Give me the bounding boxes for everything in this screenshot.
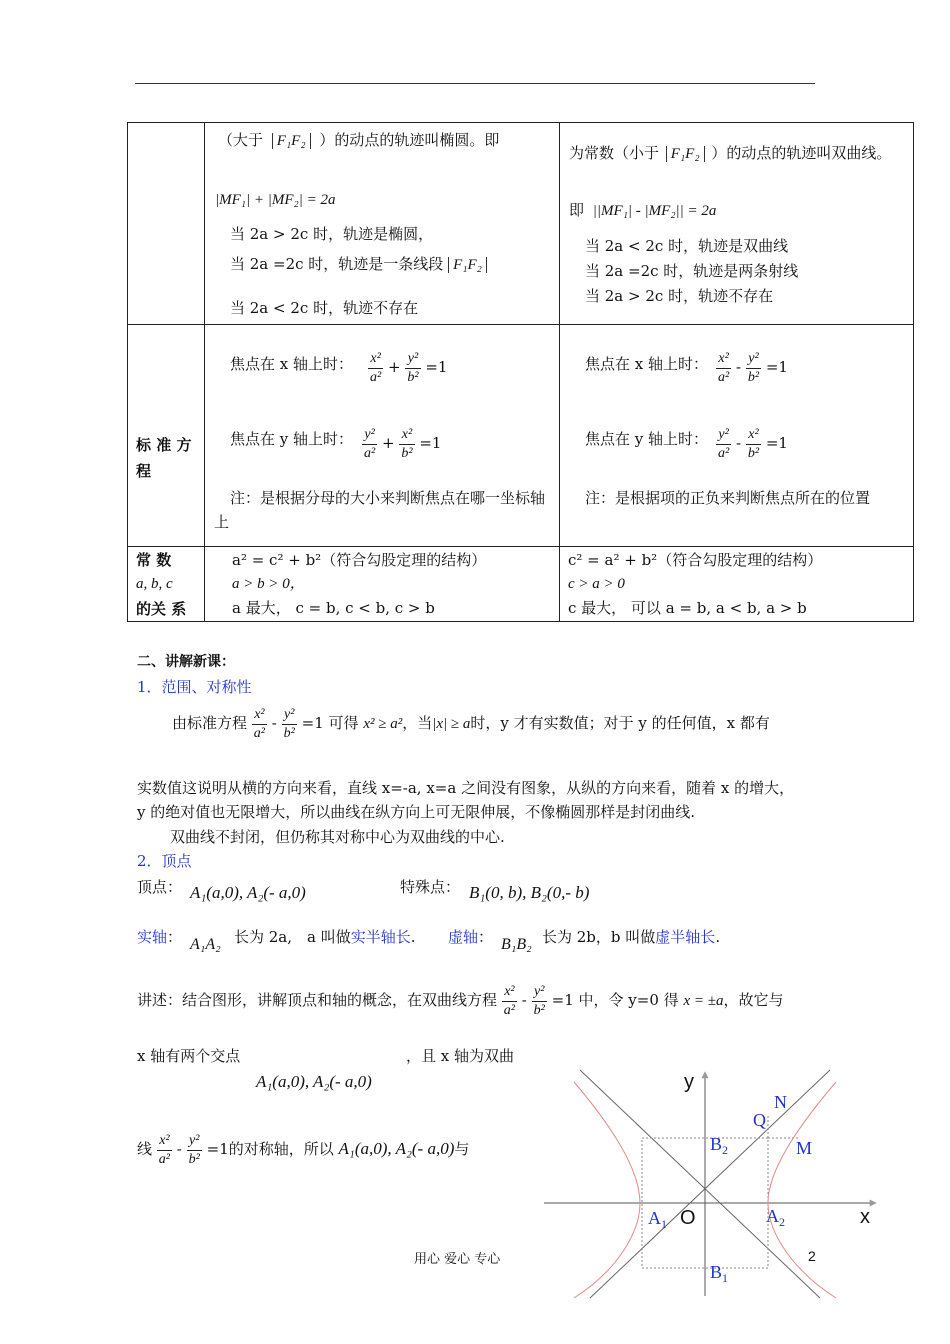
ellipse-def-line1: （大于 F₁F₂ ）的动点的轨迹叫椭圆。即 [218,131,500,149]
ellipse-y-focus-label: 焦点在 y 轴上时： [230,430,354,448]
label-M: M [796,1138,813,1158]
hyperbola-x-equation: $\frac{\text{x²}}{\text{a²}}$ - $\frac{\text{y²}}{\text{b²}}$ =1 [718,351,788,385]
label-B2: $B_2$ [710,1134,729,1157]
ellipse-case1: 当 2a > 2c 时，轨迹是椭圆， [230,225,434,243]
label-B1: $B_1$ [710,1262,729,1285]
row-label-const-2: a, b, c [136,576,173,592]
vertex-expression: A₁(a,0), A₂(- a,0) [190,883,306,902]
paragraph-range-2: 实数值这说明从横的方向来看，直线 x=-a, x=a 之间没有图象，从纵的方向来看，随着 x 的增大， [137,779,795,797]
ellipse-note: 注：是根据分母的大小来判断焦点在哪一坐标轴上 [214,489,546,531]
header-rule [135,83,815,84]
lecture-points: A₁(a,0), A₂(- a,0) [256,1072,372,1091]
row-label-const-1: 常 数 [136,551,172,569]
ellipse-relation-1: a² = c² + b²（符合勾股定理的结构） [232,551,487,569]
ellipse-relation-3: a 最大， c = b, c < b, c > b [232,599,435,617]
hyperbola-def-eq: 即 ||MF₁| - |MF₂|| = 2a [569,201,717,219]
hyperbola-relation-1: c² = a² + b²（符合勾股定理的结构） [568,551,823,569]
ellipse-case3: 当 2a < 2c 时，轨迹不存在 [230,299,419,317]
lecture-paragraph-2b: ，且 x 轴为双曲 [406,1047,514,1065]
ellipse-x-equation: $\frac{\text{x²}}{\text{a²}}$ + $\frac{\text{y²}}{\text{b²}}$ =1 [370,351,448,385]
vertex-label: 顶点： [137,878,183,896]
hyperbola-case1: 当 2a < 2c 时，轨迹是双曲线 [585,237,789,255]
page-number: 2 [808,1248,816,1264]
label-A2: $A_2$ [766,1206,785,1229]
ellipse-def-eq: |MF₁| + |MF₂| = 2a [215,192,336,208]
row-label-standard-equation: 标 准 方 程 [136,436,192,480]
real-axis-desc: 长为 2a, a 叫做实半轴长. [234,928,416,946]
ellipse-x-focus-label: 焦点在 x 轴上时： [230,355,353,373]
label-Q: Q [753,1110,766,1130]
label-A1: $A_1$ [648,1208,667,1231]
special-point-expression: B₁(0, b), B₂(0,- b) [469,883,590,902]
hyperbola-note: 注：是根据项的正负来判断焦点所在的位置 [585,489,871,507]
hyperbola-graph [540,1060,900,1300]
paragraph-range-3: y 的绝对值也无限增大，所以曲线在纵方向上可无限伸展，不像椭圆那样是封闭曲线. [137,803,696,821]
label-x: x [860,1206,870,1228]
label-y: y [684,1071,694,1093]
hyperbola-x-focus-label: 焦点在 x 轴上时： [585,355,708,373]
right-branch [768,1082,836,1298]
hyperbola-def-line1: 为常数（小于 F₁F₂ ）的动点的轨迹叫双曲线。 [569,144,892,162]
subsection-range-symmetry: 1．范围、对称性 [137,678,252,696]
left-branch [574,1082,640,1298]
lecture-paragraph-1: 讲述：结合图形，讲解顶点和轴的概念，在双曲线方程 $\frac{\text{x²}}{\text{a²}}$ - $\frac{\text{y²}}{\text{b²}}$ =1 中，令 y=0 得 x = ±a，故它与 [137,984,784,1018]
ellipse-case2: 当 2a =2c 时，轨迹是一条线段 F₁F₂ [230,252,487,277]
hyperbola-relation-2: c > a > 0 [568,576,625,592]
label-N: N [774,1092,787,1112]
footer-text: 用心 爱心 专心 [414,1252,501,1267]
paragraph-range: 由标准方程 $\frac{\text{x²}}{\text{a²}}$ - $\frac{\text{y²}}{\text{b²}}$ =1 可得 x² ≥ a²，当|x| ≥ a时，y 才有实数值；对于 y 的任何值，x 都有 [172,707,770,741]
ellipse-relation-2: a > b > 0， [232,576,305,592]
hyperbola-relation-3: c 最大， 可以 a = b, a < b, a > b [568,599,807,617]
lecture-paragraph-2a: x 轴有两个交点 [137,1047,241,1065]
imag-axis-desc: 长为 2b，b 叫做虚半轴长. [542,928,721,946]
subsection-vertex: 2．顶点 [137,852,192,870]
real-axis-segment: A₁A₂ [190,936,221,953]
real-axis-line: 实轴： [137,928,183,946]
hyperbola-y-equation: $\frac{\text{y²}}{\text{a²}}$ - $\frac{\text{x²}}{\text{b²}}$ =1 [718,427,788,461]
paragraph-center: 双曲线不封闭，但仍称其对称中心为双曲线的中心. [170,828,505,846]
imag-axis-line: 虚轴： [448,928,494,946]
hyperbola-y-focus-label: 焦点在 y 轴上时： [585,430,709,448]
hyperbola-case3: 当 2a > 2c 时，轨迹不存在 [585,287,774,305]
row-label-const-3: 的关 系 [136,600,187,618]
hyperbola-case2: 当 2a =2c 时，轨迹是两条射线 [585,262,799,280]
imag-axis-segment: B₁B₂ [501,936,532,953]
ellipse-y-equation: $\frac{\text{y²}}{\text{a²}}$ + $\frac{\text{x²}}{\text{b²}}$ =1 [364,427,442,461]
section-title: 二、讲解新课： [137,654,235,670]
lecture-paragraph-3: 线 $\frac{\text{x²}}{\text{a²}}$ - $\frac{\text{y²}}{\text{b²}}$ =1的对称轴，所以 A₁(a,0), A₂(- a,0)与 [137,1133,470,1167]
label-origin: O [680,1207,696,1229]
special-point-label: 特殊点： [400,878,461,896]
